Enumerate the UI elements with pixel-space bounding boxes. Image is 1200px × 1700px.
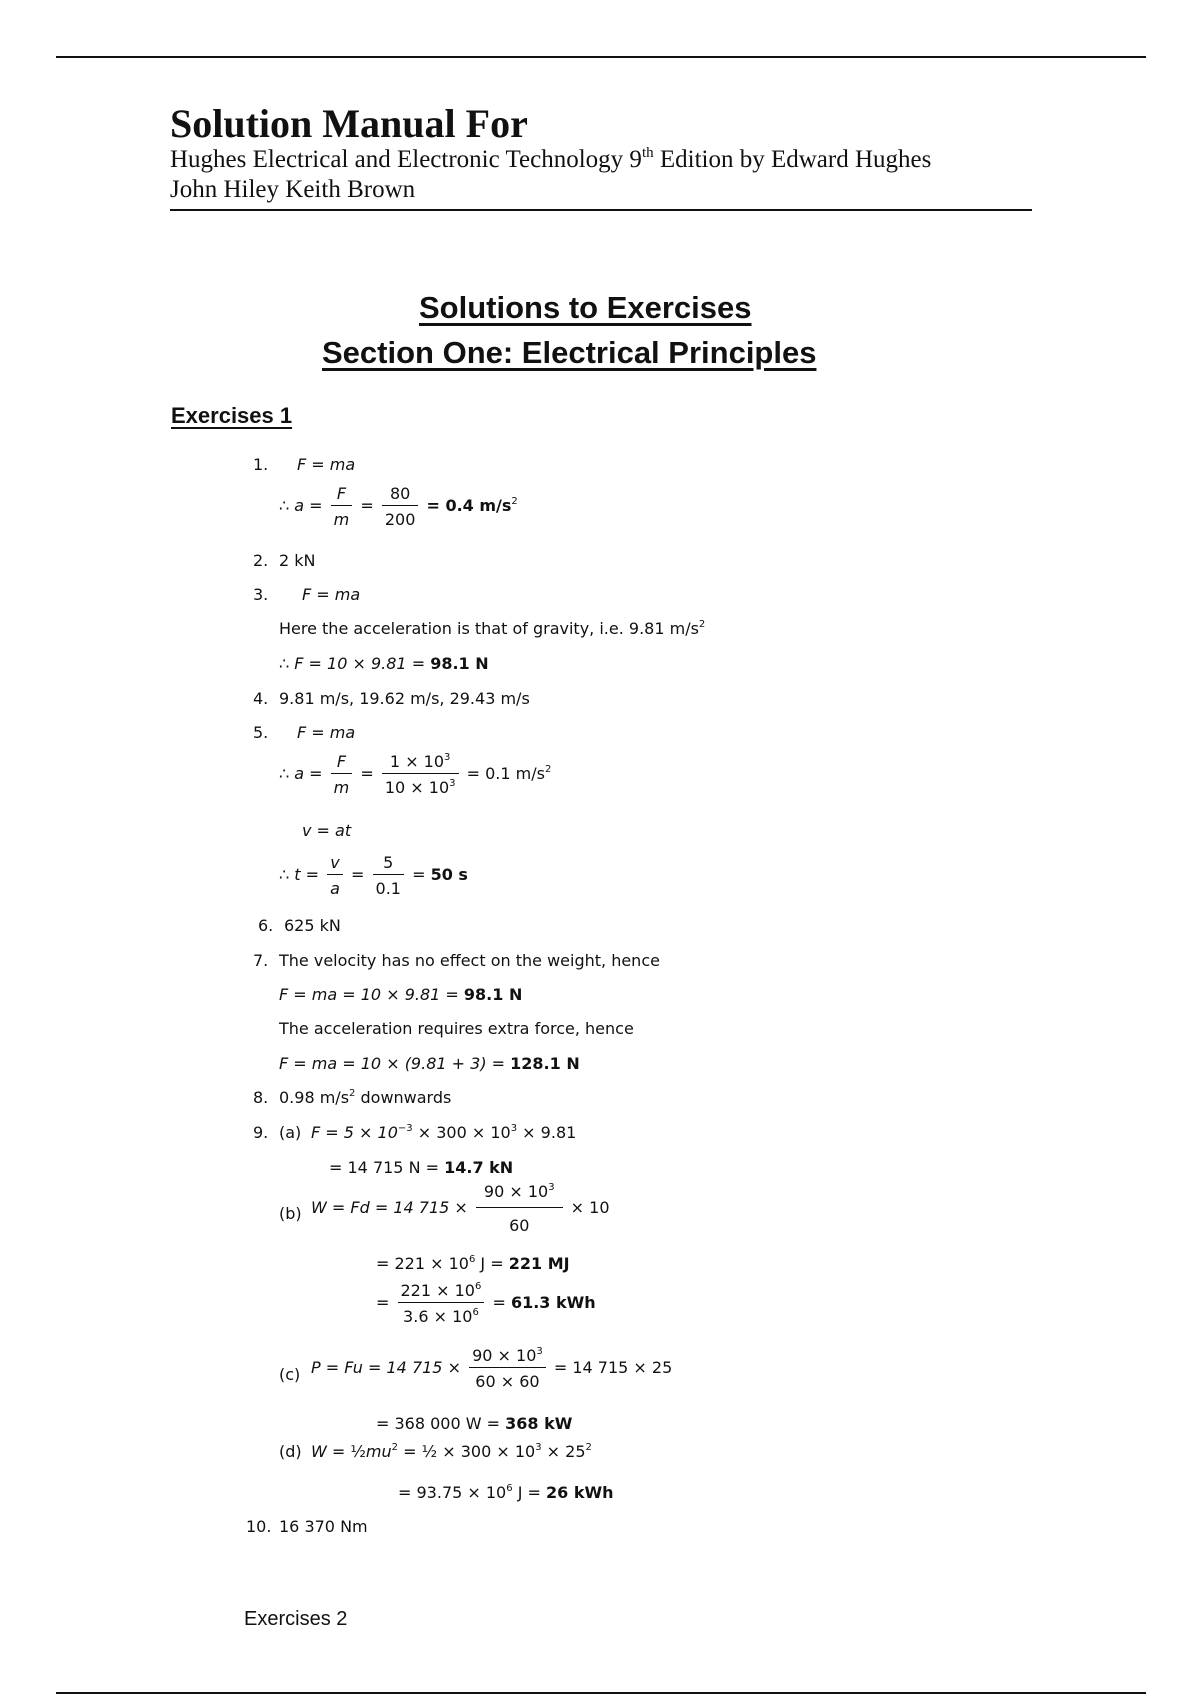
- q9b-pre: W = Fd = 14 715 ×: [311, 1198, 468, 1217]
- q1-result: = 0.4 m/s: [426, 496, 512, 515]
- q5-v-eq: v = at: [302, 821, 352, 840]
- next-exercises-heading: Exercises 2: [244, 1608, 348, 1630]
- q3-text-sup: 2: [698, 619, 706, 630]
- q9b-label: (b): [279, 1204, 302, 1223]
- q5-num-sup: 3: [444, 752, 451, 763]
- q9a-calc2: [329, 1158, 513, 1177]
- book-title-line2: John Hiley Keith Brown: [170, 176, 416, 203]
- q9c-frac-num: [469, 1346, 546, 1368]
- q1-frac-den: m: [333, 510, 350, 529]
- q9d-calc2-post: J =: [512, 1483, 546, 1502]
- q9c-result: 368 kW: [505, 1414, 573, 1433]
- q8-answer-post: downwards: [355, 1088, 452, 1107]
- q4-number: 4.: [253, 689, 269, 708]
- q7-calc1: [279, 985, 522, 1004]
- section-heading: Solutions to Exercises: [419, 290, 752, 325]
- q3-result: 98.1 N: [430, 654, 489, 673]
- q6-number: 6.: [258, 916, 274, 935]
- q5-result-sup: 2: [544, 764, 552, 775]
- q9d-calc2: [398, 1483, 614, 1502]
- q1-therefore: ∴ a =: [279, 496, 323, 515]
- q5-t-equals: =: [351, 865, 365, 884]
- q5-therefore: ∴ a =: [279, 764, 323, 783]
- q9a-calc1-post: × 9.81: [517, 1123, 577, 1142]
- q1-number: 1.: [253, 455, 269, 474]
- q7-number: 7.: [253, 951, 269, 970]
- q9a-label: (a): [279, 1123, 302, 1142]
- q9b-calc2-post: J =: [475, 1254, 509, 1273]
- q9b-den2-sup: 6: [472, 1307, 479, 1318]
- q9d-post2: × 25: [541, 1442, 586, 1461]
- q9b-result1: 221 MJ: [508, 1254, 570, 1273]
- q5-frac2-num: [382, 752, 459, 774]
- q9d-result: 26 kWh: [546, 1483, 614, 1502]
- bottom-rule: [56, 1692, 1146, 1694]
- book-title-text: Hughes Electrical and Electronic Technology 9: [170, 146, 642, 173]
- q9d-mid: mu: [365, 1442, 392, 1461]
- q9c-pre: P = Fu = 14 715 ×: [311, 1358, 461, 1377]
- section-subheading: Section One: Electrical Principles: [322, 335, 817, 370]
- q7-calc2: [279, 1054, 580, 1073]
- q9b-frac2-num: [398, 1281, 485, 1303]
- q9b-calc2-sup: 6: [468, 1254, 476, 1265]
- q5-t-frac-den: a: [330, 879, 340, 898]
- q3-calc: [279, 654, 489, 673]
- exercises-heading: Exercises 1: [171, 403, 293, 428]
- q9a-exp1: −3: [397, 1123, 413, 1134]
- q8-number: 8.: [253, 1088, 269, 1107]
- page-title: Solution Manual For: [170, 101, 528, 146]
- q3-text: [279, 619, 705, 638]
- q5-frac2-den: [382, 774, 459, 797]
- q9d-post2-sup: 2: [585, 1442, 592, 1453]
- q9c-post: = 14 715 × 25: [553, 1358, 673, 1377]
- q9b-calc1: [311, 1182, 610, 1235]
- q9d-calc1: [311, 1442, 592, 1461]
- q9a-result: 14.7 kN: [444, 1158, 514, 1177]
- q7-result2: 128.1 N: [510, 1054, 580, 1073]
- q5-t-eq2: =: [412, 865, 431, 884]
- q1-equals: =: [360, 496, 374, 515]
- q9b-post: × 10: [570, 1198, 610, 1217]
- q3-text-body: Here the acceleration is that of gravity, i.e. 9.81 m/s: [279, 619, 699, 638]
- q1-frac2-den: 200: [384, 510, 416, 529]
- q9a-exp2: 3: [510, 1123, 518, 1134]
- q9b-num-text: 90 × 10: [483, 1182, 549, 1201]
- q7-calc2-body: F = ma = 10 × (9.81 + 3) =: [279, 1054, 511, 1073]
- q9d-post-sup: 3: [535, 1442, 542, 1453]
- q8-answer: [279, 1088, 451, 1107]
- q9a-calc1-mid: × 300 × 10: [412, 1123, 511, 1142]
- q5-t-frac-num: v: [327, 853, 343, 875]
- q9a-calc2-body: = 14 715 N =: [329, 1158, 445, 1177]
- q10-answer: 16 370 Nm: [279, 1517, 368, 1536]
- q5-t-result: 50 s: [430, 865, 468, 884]
- q8-answer-pre: 0.98 m/s: [279, 1088, 350, 1107]
- q5-num-text: 1 × 10: [389, 752, 445, 771]
- q9c-calc2: [376, 1414, 572, 1433]
- q3-number: 3.: [253, 585, 269, 604]
- q9d-mid-sup: 2: [391, 1442, 399, 1453]
- q9-number: 9.: [253, 1123, 269, 1142]
- q5-frac-den: m: [333, 778, 350, 797]
- top-rule: [56, 56, 1146, 58]
- q1-calc: [279, 484, 518, 529]
- q9b-calc3-eq2: =: [492, 1293, 506, 1312]
- q3-calc-body: ∴ F = 10 × 9.81 =: [279, 654, 431, 673]
- q7-text2: The acceleration requires extra force, hence: [279, 1019, 634, 1038]
- q1-frac2-num: 80: [382, 484, 419, 506]
- q9a-calc1-pre: F = 5 × 10: [311, 1123, 398, 1142]
- q5-result: = 0.1 m/s: [466, 764, 545, 783]
- q9b-result2: 61.3 kWh: [510, 1293, 596, 1312]
- q9d-half2: ½: [421, 1442, 438, 1461]
- q5-frac-num: F: [331, 752, 353, 774]
- q1-result-sup: 2: [511, 496, 518, 507]
- q5-calc2: [279, 853, 468, 898]
- q9b-calc3: [376, 1281, 596, 1326]
- q5-den-sup: 3: [449, 778, 456, 789]
- q9b-frac2-den: [398, 1303, 485, 1326]
- q7-calc1-body: F = ma = 10 × 9.81 =: [279, 985, 464, 1004]
- book-title-author: Edition by Edward Hughes: [653, 146, 932, 173]
- q10-number: 10.: [246, 1517, 272, 1536]
- q9b-num-sup: 3: [548, 1182, 555, 1193]
- q9c-num-sup: 3: [536, 1346, 543, 1357]
- q9b-frac-den: 60: [509, 1216, 530, 1235]
- q9b-frac-num: [476, 1182, 563, 1208]
- q9b-calc2-pre: = 221 × 10: [376, 1254, 469, 1273]
- q5-number: 5.: [253, 723, 269, 742]
- q9c-calc1: [311, 1346, 672, 1391]
- q9d-mid2: =: [398, 1442, 422, 1461]
- q9d-pre: W =: [311, 1442, 351, 1461]
- q9b-num2-sup: 6: [474, 1281, 482, 1292]
- q9b-calc3-eq: =: [376, 1293, 390, 1312]
- q3-formula: F = ma: [302, 585, 361, 604]
- book-title-line1: [170, 146, 931, 174]
- q2-answer: 2 kN: [279, 551, 316, 570]
- q4-answer: 9.81 m/s, 19.62 m/s, 29.43 m/s: [279, 689, 530, 708]
- q9b-calc2: [376, 1254, 570, 1273]
- edition-superscript: th: [641, 145, 654, 161]
- q9c-label: (c): [279, 1365, 301, 1384]
- q7-text1: The velocity has no effect on the weight, hence: [279, 951, 660, 970]
- q9c-calc2-body: = 368 000 W =: [376, 1414, 506, 1433]
- q2-number: 2.: [253, 551, 269, 570]
- q9d-label: (d): [279, 1442, 302, 1461]
- q6-answer: 625 kN: [284, 916, 341, 935]
- q5-den-text: 10 × 10: [384, 778, 450, 797]
- q9d-half1: ½: [350, 1442, 366, 1461]
- q5-t-frac2-den: 0.1: [375, 879, 401, 898]
- q8-sup: 2: [349, 1088, 356, 1099]
- q5-formula: F = ma: [297, 723, 356, 742]
- q9b-num2-text: 221 × 10: [400, 1281, 475, 1300]
- q9c-frac-den: 60 × 60: [475, 1372, 540, 1391]
- q9d-calc2-pre: = 93.75 × 10: [398, 1483, 507, 1502]
- q9d-post: × 300 × 10: [437, 1442, 536, 1461]
- q5-calc1: [279, 752, 551, 797]
- q9c-num-text: 90 × 10: [472, 1346, 537, 1365]
- q9b-den2-text: 3.6 × 10: [403, 1307, 473, 1326]
- header-rule: [170, 209, 1032, 211]
- q1-frac-num: F: [331, 484, 353, 506]
- q7-result1: 98.1 N: [463, 985, 523, 1004]
- q5-t-frac2-num: 5: [373, 853, 404, 875]
- q9a-calc1: [311, 1123, 576, 1142]
- q5-t-pre: ∴ t =: [279, 865, 320, 884]
- q5-equals: =: [360, 764, 374, 783]
- q9d-calc2-sup: 6: [506, 1483, 513, 1494]
- q1-formula: F = ma: [297, 455, 356, 474]
